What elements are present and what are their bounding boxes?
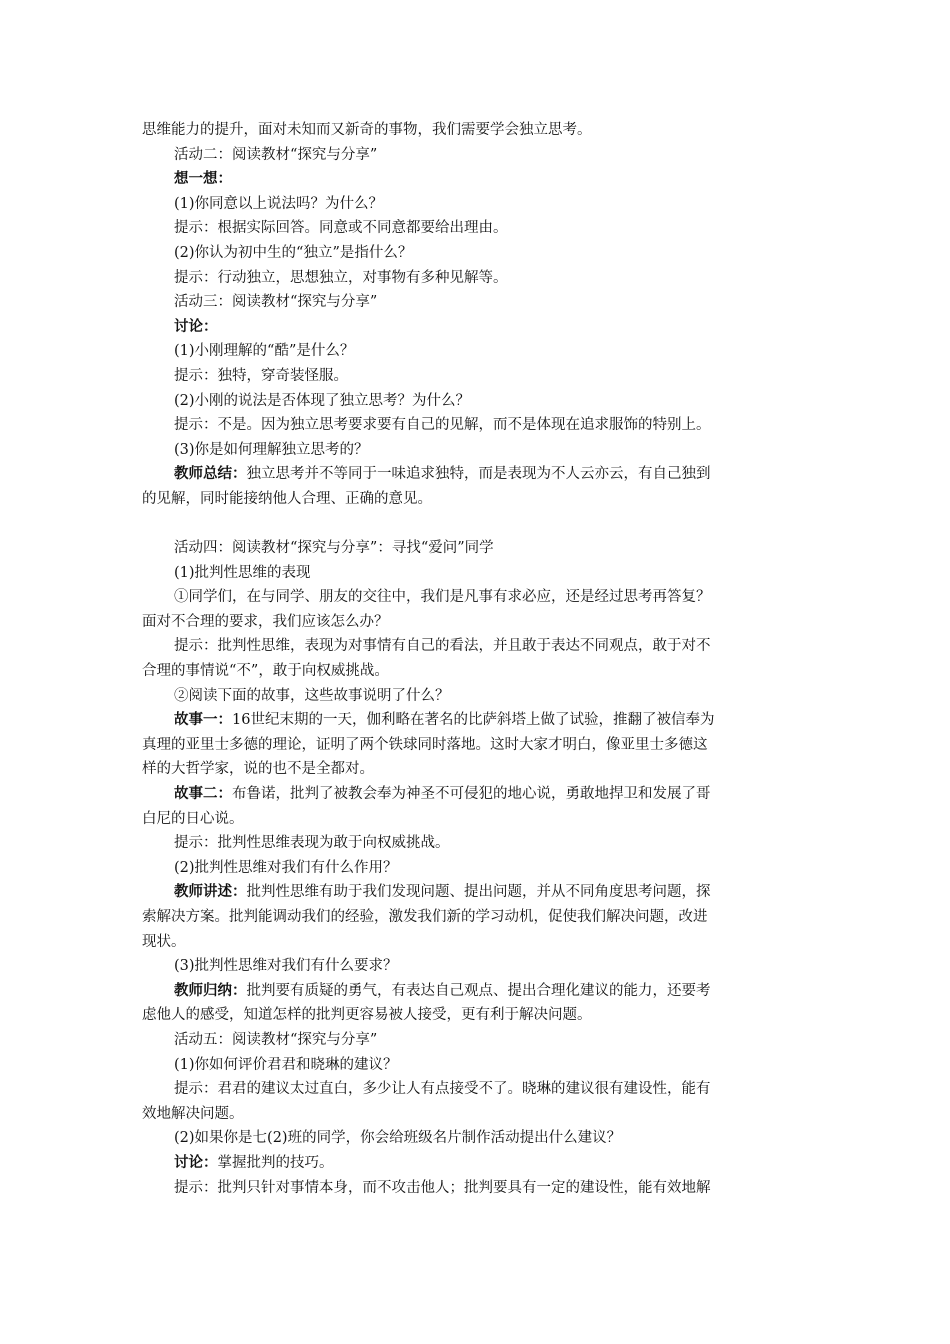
document-body [142, 118, 812, 1200]
bold-label: 故事一： [174, 711, 232, 729]
text-line [142, 831, 812, 856]
line-text: ②阅读下面的故事，这些故事说明了什么？ [174, 687, 450, 704]
line-text: 活动四：阅读教材“探究与分享”：寻找“爱问”同学 [174, 540, 494, 557]
text-line [142, 561, 812, 586]
bold-label: 教师讲述： [174, 883, 247, 901]
line-text: 虑他人的感受，知道怎样的批判更容易被人接受，更有利于解决问题。 [142, 1007, 592, 1024]
text-line [142, 1003, 812, 1028]
text-line [142, 954, 812, 979]
line-text: 索解决方案。批判能调动我们的经验，激发我们新的学习动机，促使我们解决问题，改进 [142, 909, 708, 925]
line-text: 提示：不是。因为独立思考要求要有自己的见解，而不是体现在追求服饰的特别上。 [174, 417, 711, 434]
text-line [142, 585, 812, 610]
line-text: 批判性思维有助于我们发现问题、提出问题，并从不同角度思考问题，探 [246, 884, 711, 901]
line-text: (1)你同意以上说法吗？为什么？ [174, 195, 384, 212]
text-line [142, 536, 812, 561]
line-text: 提示：行动独立，思想独立，对事物有多种见解等。 [174, 269, 508, 286]
paragraph-gap [142, 512, 812, 537]
line-text: (1)小刚理解的“酷”是什么？ [174, 343, 355, 360]
line-text: 提示：独特，穿奇装怪服。 [174, 367, 348, 384]
line-text: 批判要有质疑的勇气，有表达自己观点、提出合理化建议的能力，还要考 [246, 982, 711, 999]
text-line [142, 216, 812, 241]
line-text: (2)小刚的说法是否体现了独立思考？为什么？ [174, 392, 471, 409]
text-line [142, 684, 812, 709]
text-line [142, 290, 812, 315]
text-line [142, 782, 812, 807]
text-line [142, 1102, 812, 1127]
text-line [142, 930, 812, 955]
text-line [142, 389, 812, 414]
line-text: 的见解，同时能接纳他人合理、正确的意见。 [142, 490, 432, 507]
line-text: 提示：批判性思维，表现为对事情有自己的看法，并且敢于表达不同观点，敢于对不 [174, 638, 711, 655]
text-line [142, 634, 812, 659]
line-text: 提示：根据实际回答。同意或不同意都要给出理由。 [174, 220, 508, 237]
text-line [142, 905, 812, 930]
text-line [142, 241, 812, 266]
line-text: (2)你认为初中生的“独立”是指什么？ [174, 244, 413, 261]
line-text: 白尼的日心说。 [142, 810, 244, 827]
text-line [142, 364, 812, 389]
line-text: 提示：君君的建议太过直白，多少让人有点接受不了。晓琳的建议很有建设性，能有 [174, 1081, 711, 1098]
line-text: 思维能力的提升，面对未知而又新奇的事物，我们需要学会独立思考。 [142, 122, 592, 138]
text-line [142, 659, 812, 684]
line-text: 提示：批判性思维表现为敢于向权威挑战。 [174, 835, 450, 852]
text-line [142, 1053, 812, 1078]
line-text: (3)你是如何理解独立思考的？ [174, 441, 369, 458]
line-text: (1)批判性思维的表现 [174, 564, 311, 581]
line-text: 独立思考并不等同于一味追求独特，而是表现为不人云亦云，有自己独到 [246, 466, 711, 483]
text-line [142, 1176, 812, 1201]
line-text: 合理的事情说“不”，敢于向权威挑战。 [142, 663, 389, 680]
text-line [142, 708, 812, 733]
text-line [142, 856, 812, 881]
text-line [142, 462, 812, 487]
line-text: 16世纪末期的一天，伽利略在著名的比萨斜塔上做了试验，推翻了被信奉为 [232, 712, 715, 729]
line-text: (1)你如何评价君君和晓琳的建议？ [174, 1056, 398, 1073]
line-text: 活动三：阅读教材“探究与分享” [174, 294, 378, 311]
text-line [142, 339, 812, 364]
text-line [142, 1028, 812, 1053]
line-text: 现状。 [142, 933, 186, 950]
text-line [142, 413, 812, 438]
line-text: 掌握批判的技巧。 [217, 1154, 334, 1171]
line-text: (3)批判性思维对我们有什么要求？ [174, 958, 398, 975]
text-line [142, 167, 812, 192]
text-line [142, 118, 812, 143]
bold-label: 教师总结： [174, 465, 247, 483]
line-text: 提示：批判只针对事情本身，而不攻击他人；批判要具有一定的建设性，能有效地解 [174, 1179, 711, 1196]
line-text: 布鲁诺，批判了被教会奉为神圣不可侵犯的地心说，勇敢地捍卫和发展了哥 [232, 786, 711, 803]
text-line [142, 979, 812, 1004]
bold-label: 讨论： [174, 1153, 218, 1171]
line-text: 面对不合理的要求，我们应该怎么办？ [142, 613, 389, 630]
line-text: (2)如果你是七(2)班的同学，你会给班级名片制作活动提出什么建议？ [174, 1130, 622, 1147]
bold-label: 想一想： [174, 170, 232, 188]
text-line [142, 733, 812, 758]
line-text: 活动五：阅读教材“探究与分享” [174, 1031, 378, 1048]
text-line [142, 143, 812, 168]
line-text: (2)批判性思维对我们有什么作用？ [174, 859, 398, 876]
text-line [142, 757, 812, 782]
text-line [142, 1126, 812, 1151]
bold-label: 讨论： [174, 317, 218, 335]
line-text: 样的大哲学家，说的也不是全都对。 [142, 761, 374, 778]
text-line [142, 266, 812, 291]
line-text: ①同学们，在与同学、朋友的交往中，我们是凡事有求必应，还是经过思考再答复？ [174, 589, 711, 606]
line-text: 效地解决问题。 [142, 1105, 244, 1122]
text-line [142, 807, 812, 832]
text-line [142, 1151, 812, 1176]
text-line [142, 487, 812, 512]
line-text: 真理的亚里士多德的理论，证明了两个铁球同时落地。这时大家才明白，像亚里士多德这 [142, 736, 708, 753]
text-line [142, 880, 812, 905]
text-line [142, 315, 812, 340]
bold-label: 故事二： [174, 785, 232, 803]
text-line [142, 192, 812, 217]
text-line [142, 610, 812, 635]
line-text: 活动二：阅读教材“探究与分享” [174, 146, 378, 163]
bold-label: 教师归纳： [174, 981, 247, 999]
text-line [142, 438, 812, 463]
text-line [142, 1077, 812, 1102]
